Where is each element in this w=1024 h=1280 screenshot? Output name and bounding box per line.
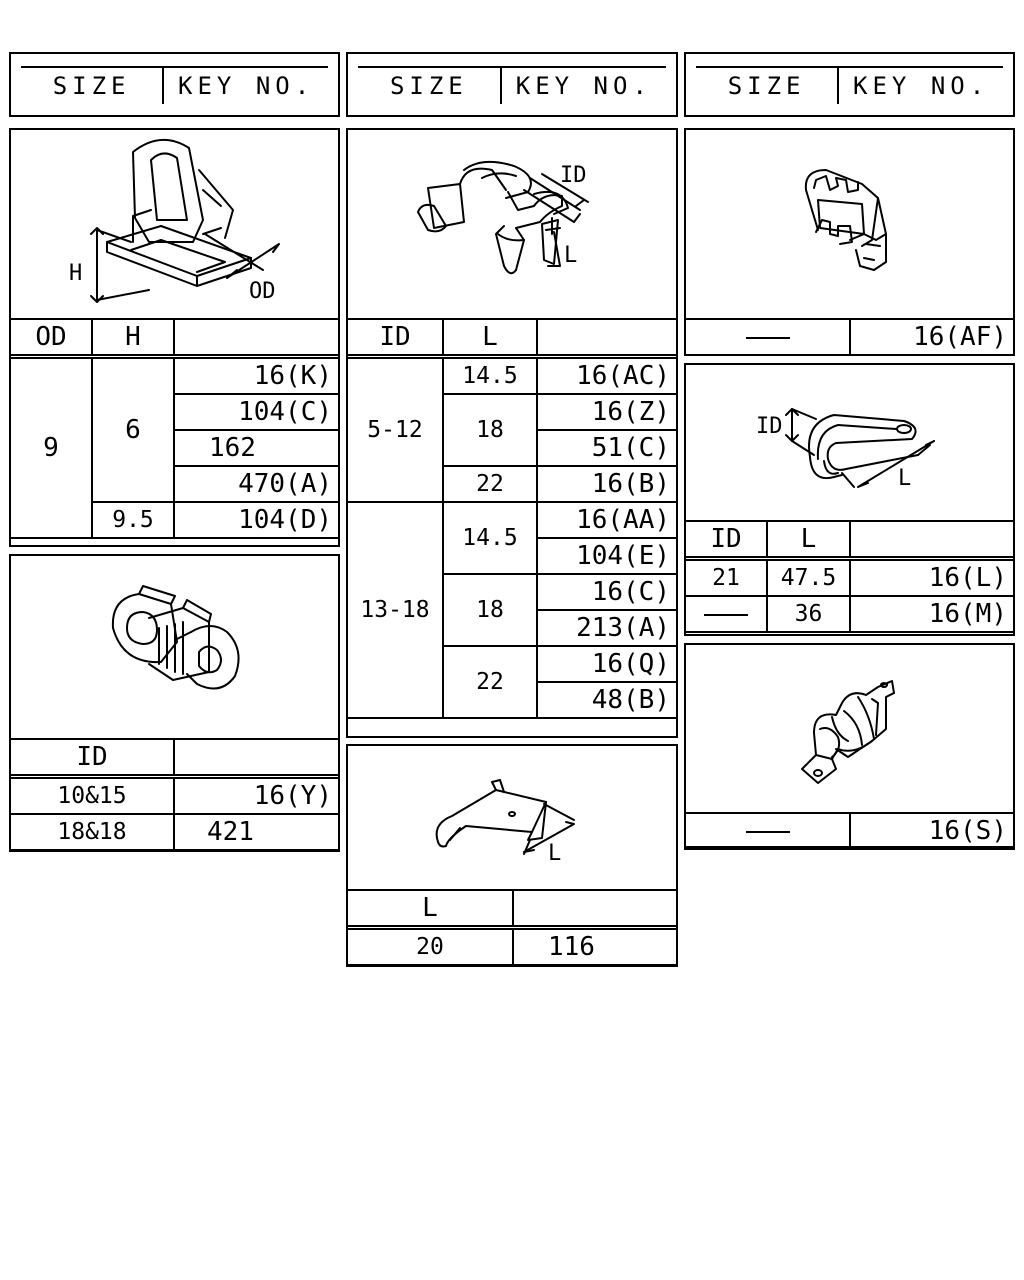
dash-mark	[746, 831, 790, 833]
od-column-header: OD	[10, 319, 92, 357]
clip-od-h-drawing	[11, 130, 338, 318]
key-number: 16(M)	[850, 596, 1014, 632]
panel-clip-id-double	[9, 554, 340, 852]
key-number: 51(C)	[537, 430, 677, 466]
l-column-header: L	[347, 890, 513, 928]
panel-clip-s	[684, 643, 1015, 848]
l-value: 20	[347, 928, 513, 966]
id-column-header: ID	[685, 521, 767, 559]
table-row	[685, 559, 1014, 597]
id-dash	[685, 596, 767, 632]
panel-clip-af	[684, 128, 1015, 356]
header-box-1	[9, 52, 340, 117]
h-dim-label: H	[69, 261, 83, 286]
key-number: 16(Y)	[174, 777, 339, 815]
size-header: SIZE	[696, 68, 839, 104]
l-dim-label: L	[898, 466, 912, 491]
key-number: 16(S)	[850, 813, 1014, 849]
id-dim-label: ID	[560, 163, 587, 188]
key-number: 16(Q)	[537, 646, 677, 682]
l-value: 47.5	[767, 559, 850, 597]
id-column-header: ID	[347, 319, 443, 357]
clip-id-l-drawing	[348, 130, 676, 318]
key-no-header: KEY NO.	[853, 72, 990, 100]
id-range: 13-18	[347, 502, 443, 718]
size-dash	[685, 813, 850, 849]
key-number: 104(E)	[537, 538, 677, 574]
clip-od-h-table	[9, 318, 340, 539]
l-value: 22	[443, 646, 537, 718]
key-number: 16(B)	[537, 466, 677, 502]
l-value: 36	[767, 596, 850, 632]
key-number: 104(D)	[174, 502, 339, 538]
table-row	[685, 813, 1014, 849]
table-row	[10, 777, 339, 815]
key-number: 213(A)	[537, 610, 677, 646]
id-column-header: ID	[10, 739, 174, 777]
panel-clip-od-h	[9, 128, 340, 547]
l-value: 14.5	[443, 502, 537, 574]
key-no-header: KEY NO.	[178, 72, 315, 100]
l-dim-label: L	[548, 841, 562, 866]
id-dim-label: ID	[756, 414, 783, 439]
key-number: 16(K)	[174, 357, 339, 395]
h-value: 6	[92, 357, 174, 503]
dash-mark	[746, 337, 790, 339]
id-value: 10&15	[10, 777, 174, 815]
table-row	[10, 814, 339, 850]
size-header: SIZE	[21, 68, 164, 104]
od-dim-label: OD	[249, 279, 276, 304]
header-box-2	[346, 52, 678, 117]
clip-double-table	[9, 738, 340, 851]
id-range: 5-12	[347, 357, 443, 503]
l-dim-label: L	[564, 243, 578, 268]
key-no-header: KEY NO.	[515, 72, 652, 100]
key-number: 16(AA)	[537, 502, 677, 538]
key-number: 48(B)	[537, 682, 677, 718]
clip-id-l-table	[346, 318, 678, 719]
table-row	[685, 319, 1014, 355]
header-box-3	[684, 52, 1015, 117]
panel-clip-id-l	[346, 128, 678, 738]
l-value: 18	[443, 574, 537, 646]
clip-flat-drawing	[686, 365, 1013, 523]
table-row	[685, 596, 1014, 632]
l-value: 14.5	[443, 357, 537, 395]
id-value: 18&18	[10, 814, 174, 850]
key-number: 116	[513, 928, 677, 966]
clip-af-drawing	[686, 130, 1013, 318]
key-number: 16(L)	[850, 559, 1014, 597]
key-number: 104(C)	[174, 394, 339, 430]
dash-mark	[704, 614, 748, 616]
clip-l-drawing	[348, 746, 676, 892]
id-value: 21	[685, 559, 767, 597]
size-header: SIZE	[358, 68, 502, 104]
key-number: 470(A)	[174, 466, 339, 502]
key-number: 16(Z)	[537, 394, 677, 430]
panel-clip-l	[346, 744, 678, 967]
clip-double-drawing	[11, 556, 338, 738]
clip-af-table	[684, 318, 1015, 356]
od-value: 9	[10, 357, 92, 539]
clip-s-drawing	[686, 645, 1013, 813]
key-number: 16(C)	[537, 574, 677, 610]
clip-l-table	[346, 889, 678, 966]
size-dash	[685, 319, 850, 355]
l-value: 18	[443, 394, 537, 466]
l-column-header: L	[443, 319, 537, 357]
h-column-header: H	[92, 319, 174, 357]
h-value: 9.5	[92, 502, 174, 538]
key-number: 16(AF)	[850, 319, 1014, 355]
l-column-header: L	[767, 521, 850, 559]
clip-flat-table	[684, 520, 1015, 633]
table-row	[347, 928, 677, 966]
panel-clip-id-l-flat	[684, 363, 1015, 636]
l-value: 22	[443, 466, 537, 502]
clip-s-table	[684, 812, 1015, 850]
key-number: 162	[174, 430, 339, 466]
key-number: 421	[174, 814, 339, 850]
key-number: 16(AC)	[537, 357, 677, 395]
